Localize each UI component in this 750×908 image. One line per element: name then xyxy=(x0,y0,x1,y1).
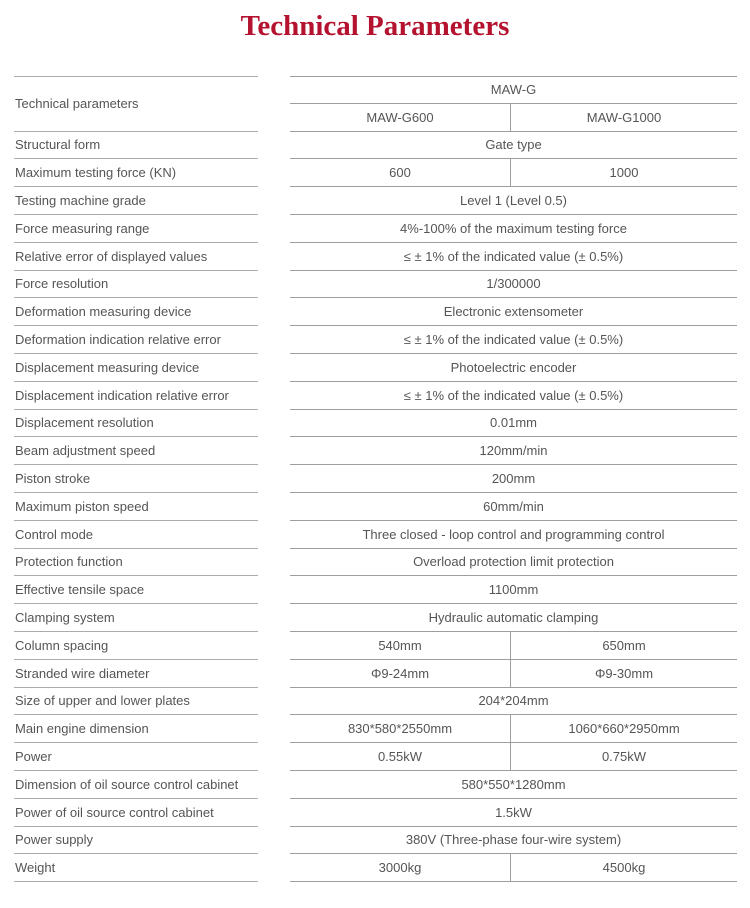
param-label: Force resolution xyxy=(14,271,258,299)
param-value-maw-g1000: 4500kg xyxy=(510,854,737,882)
param-value-maw-g600: 830*580*2550mm xyxy=(290,715,510,743)
param-value: 120mm/min xyxy=(290,437,737,465)
param-label: Maximum testing force (KN) xyxy=(14,159,258,187)
param-label: Effective tensile space xyxy=(14,576,258,604)
param-value: Three closed - loop control and programming control xyxy=(290,521,737,549)
param-label: Displacement resolution xyxy=(14,410,258,438)
param-label: Deformation indication relative error xyxy=(14,326,258,354)
table-corner-header: Technical parameters xyxy=(14,76,258,132)
param-value: 200mm xyxy=(290,465,737,493)
param-label: Structural form xyxy=(14,132,258,160)
series-header: MAW-G xyxy=(290,76,737,104)
param-label: Piston stroke xyxy=(14,465,258,493)
param-label: Power of oil source control cabinet xyxy=(14,799,258,827)
param-label: Clamping system xyxy=(14,604,258,632)
param-value-maw-g600: 3000kg xyxy=(290,854,510,882)
param-value: 380V (Three-phase four-wire system) xyxy=(290,827,737,855)
param-value-maw-g600: 600 xyxy=(290,159,510,187)
param-value-maw-g1000: 1060*660*2950mm xyxy=(510,715,737,743)
param-value: ≤ ± 1% of the indicated value (± 0.5%) xyxy=(290,382,737,410)
param-value: ≤ ± 1% of the indicated value (± 0.5%) xyxy=(290,326,737,354)
param-label: Weight xyxy=(14,854,258,882)
param-value-maw-g1000: 1000 xyxy=(510,159,737,187)
param-label: Force measuring range xyxy=(14,215,258,243)
param-value: 60mm/min xyxy=(290,493,737,521)
param-value: 1/300000 xyxy=(290,271,737,299)
param-label: Testing machine grade xyxy=(14,187,258,215)
param-label: Beam adjustment speed xyxy=(14,437,258,465)
param-value: 1100mm xyxy=(290,576,737,604)
param-label: Size of upper and lower plates xyxy=(14,688,258,716)
param-value-maw-g600: 0.55kW xyxy=(290,743,510,771)
param-label: Displacement indication relative error xyxy=(14,382,258,410)
param-label: Deformation measuring device xyxy=(14,298,258,326)
model-header-maw-g600: MAW-G600 xyxy=(290,104,510,132)
param-label: Control mode xyxy=(14,521,258,549)
param-value: Hydraulic automatic clamping xyxy=(290,604,737,632)
param-label: Displacement measuring device xyxy=(14,354,258,382)
param-label: Protection function xyxy=(14,549,258,577)
param-label: Relative error of displayed values xyxy=(14,243,258,271)
param-value-maw-g1000: 0.75kW xyxy=(510,743,737,771)
param-label: Power xyxy=(14,743,258,771)
param-label: Dimension of oil source control cabinet xyxy=(14,771,258,799)
param-label: Main engine dimension xyxy=(14,715,258,743)
param-value-maw-g1000: 650mm xyxy=(510,632,737,660)
param-value-maw-g600: Φ9-24mm xyxy=(290,660,510,688)
page-title: Technical Parameters xyxy=(240,10,510,42)
param-value: Overload protection limit protection xyxy=(290,549,737,577)
param-label: Column spacing xyxy=(14,632,258,660)
param-label: Maximum piston speed xyxy=(14,493,258,521)
param-value: 204*204mm xyxy=(290,688,737,716)
model-header-maw-g1000: MAW-G1000 xyxy=(510,104,737,132)
param-value: 4%-100% of the maximum testing force xyxy=(290,215,737,243)
param-label: Power supply xyxy=(14,827,258,855)
param-value: 580*550*1280mm xyxy=(290,771,737,799)
param-value: 0.01mm xyxy=(290,410,737,438)
param-value: Photoelectric encoder xyxy=(290,354,737,382)
param-value-maw-g600: 540mm xyxy=(290,632,510,660)
param-value: Gate type xyxy=(290,132,737,160)
param-value: Electronic extensometer xyxy=(290,298,737,326)
param-value: 1.5kW xyxy=(290,799,737,827)
param-label: Stranded wire diameter xyxy=(14,660,258,688)
param-value-maw-g1000: Φ9-30mm xyxy=(510,660,737,688)
param-value: Level 1 (Level 0.5) xyxy=(290,187,737,215)
param-value: ≤ ± 1% of the indicated value (± 0.5%) xyxy=(290,243,737,271)
parameters-table xyxy=(14,76,737,882)
